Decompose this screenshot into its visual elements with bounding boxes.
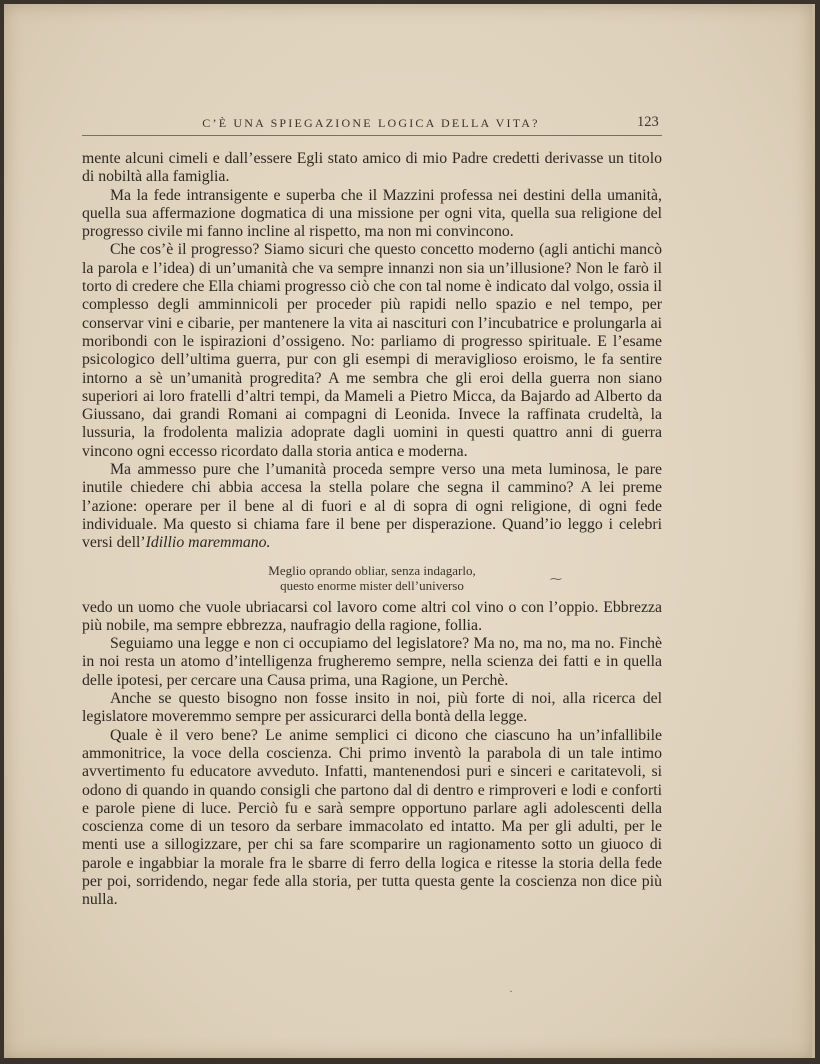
paragraph: Quale è il vero bene? Le anime semplici ci dicono che ciascuno ha un’infallibile ammonitrice, la voce della coscienza. Chi primo inventò la parabola di un tale intimo avvertimento fu educatore avveduto. Infatti, mantenendosi puri e sinceri e caritatevoli, si odono di quando in quando consigli che partono dal di dentro e rimproveri e lodi e conforti e parole piene di luce. Perciò fu e sarà sempre opportuno parlare agli adolescenti della coscienza come di un tesoro da serbare immacolato ed intatto. Ma per gli adulti, per le menti use a sillogizzare, per chi sa fare scomparire un ragionamento sotto un giuoco di parole e ingabbiar la morale fra le sbarre di ferro della logica e ritesse la storia della fede per poi, sorridendo, negar fede alla storia, per tutta questa gente la coscienza non dice più nulla. <box>82 726 662 909</box>
page-body <box>82 150 662 910</box>
paragraph: Ma la fede intransigente e superba che il Mazzini professa nei destini della umanità, quella sua affermazione dogmatica di una missione per ogni vita, quella sua religione del progresso civile mi fanno incline al rispetto, ma non mi convincono. <box>82 186 662 241</box>
verse-quote <box>82 563 662 593</box>
paragraph: Che cos’è il progresso? Siamo sicuri che questo concetto moderno (agli antichi mancò la parola e l’idea) di un’umanità che va sempre innanzi non sia un’illusione? Non le farò il torto di credere che Ella chiami progresso ciò che con tal nome è indicato dal volgo, ossia il complesso degli amminnicoli per proceder più rapidi nello spazio e nel tempo, per conservar vini e cibarie, per mantenere la vita ai nascituri con l’incubatrice e prolungarla ai moribondi con le ispirazioni d’ossigeno. No: parliamo di progresso spirituale. E l’esame psicologico dell’ultima guerra, pur con gli esempi di meraviglioso eroismo, le fa sentire intorno a sè un’umanità progredita? A me sembra che gli eroi della guerra non siano superiori ai loro fratelli d’altri tempi, da Mameli a Pietro Micca, da Bajardo ad Alberto da Giussano, dai grandi Romani ai compagni di Leonida. Invece la raffinata crudeltà, la lussuria, la frodolenta malizia adoprate dagli uomini in questi quattro anni di guerra vincono ogni eccesso ricordato dalla storia antica e moderna. <box>82 241 662 460</box>
paragraph <box>82 461 662 552</box>
paragraph: Anche se questo bisogno non fosse insito in noi, più forte di noi, alla ricerca del legislatore moveremmo sempre per assicurarci della bontà della legge. <box>82 690 662 726</box>
paragraph-text: Ma ammesso pure che l’umanità proceda sempre verso una meta luminosa, le pare inutile chiedere chi abbia accesa la stella polare che segna il cammino? A lei preme l’azione: operare per il bene al di fuori e al di sopra di ogni religione, di ogni fede individuale. Ma questo si chiama fare il bene per disperazione. Quand’io leggo i celebri versi dell’ <box>82 461 662 552</box>
verse-line: questo enorme mister dell’universo <box>280 577 464 593</box>
work-title: Idillio maremmano. <box>145 534 271 552</box>
paragraph: Seguiamo una legge e non ci occupiamo del legislatore? Ma no, ma no, ma no. Finchè in noi resta un atomo d’intelligenza frugheremo sempre, nella scienza dei fatti e in quella delle ipotesi, per cercare una Causa prima, una Ragione, un Perchè. <box>82 635 662 689</box>
book-page <box>4 4 815 1058</box>
header-rule <box>82 135 662 136</box>
page-number: 123 <box>637 114 659 130</box>
paragraph: mente alcuni cimeli e dall’essere Egli stato amico di mio Padre credetti derivasse un titolo di nobiltà alla famiglia. <box>82 150 662 186</box>
ink-mark: ⁓ <box>550 572 562 586</box>
verse-line: Meglio oprando obliar, senza indagarlo, <box>268 562 476 578</box>
ink-mark: · <box>509 984 513 998</box>
running-header: C’È UNA SPIEGAZIONE LOGICA DELLA VITA? <box>202 116 540 130</box>
paragraph: vedo un uomo che vuole ubriacarsi col lavoro come altri col vino o con l’oppio. Ebbrezza più nobile, ma sempre ebbrezza, naufragio della ragione, follia. <box>82 598 662 634</box>
